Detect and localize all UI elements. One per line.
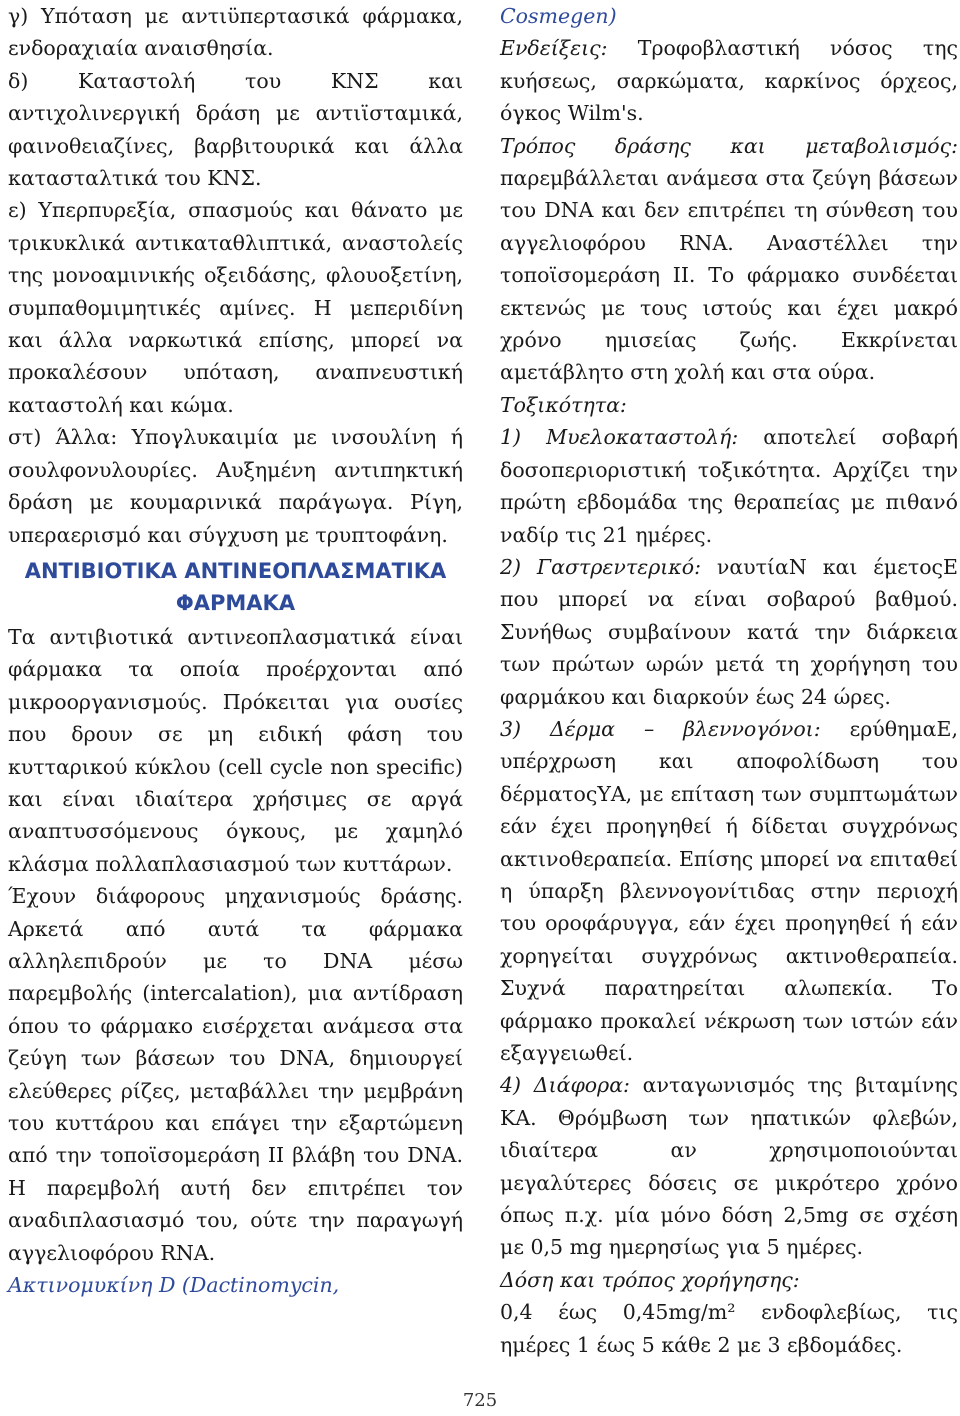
drug-title: Ακτινομυκίνη D (Dactinomycin, [8, 1273, 340, 1298]
toxicity-4-label: 4) Διάφορα: [500, 1073, 630, 1098]
indications-label: Ενδείξεις: [500, 36, 608, 61]
paragraph-stigma: στ) Άλλα: Υπογλυκαιμία με ινσουλίνη ή σουλφονυλουρίες. Αυξημένη αντιπηκτική δράση με κουμαρινικά παράγωγα. Ρίγη, υπεραερισμό και σύγχυση με τρυπτοφάνη. [8, 425, 463, 547]
left-column [8, 0, 463, 1301]
toxicity-2-label: 2) Γαστρεντερικό: [500, 554, 701, 579]
toxicity-2-text: ναυτίαΝ και έμετοςΕ που μπορεί να είναι σοβαρού βαθμού. Συνήθως συμβαίνουν κατά την διάρκεια των πρώτων ωρών μετά τη χορήγηση του φαρμάκου και διαρκούν έως 24 ώρες. [500, 554, 958, 709]
mechanism-label: Τρόπος δράσης και μεταβολισμός: [500, 133, 958, 158]
paragraph-epsilon: ε) Υπερπυρεξία, σπασμούς και θάνατο με τρικυκλικά αντικαταθλιπτικά, αναστολείς της μονοαμινικής οξειδάσης, φλουοξετίνη, συμπαθομιμητικές αμίνες. Η μεπεριδίνη και άλλα ναρκωτικά επίσης, μπορεί να προκαλέσουν υπόταση, αναπνευστική καταστολή και κώμα. [8, 198, 463, 417]
paragraph-intro: Τα αντιβιοτικά αντινεοπλασματικά είναι φάρμακα τα οποία προέρχονται από μικροοργανισμούς. Πρόκειται για ουσίες που δρουν σε μη ειδική φάση του κυτταρικού κύκλου (cell cycle non specific) και είναι ιδιαίτερα χρήσιμες σε αργά αναπτυσσόμενους όγκους, με χαμηλό κλάσμα πολλαπλασιασμού των κυττάρων. [8, 624, 463, 876]
toxicity-3-text: ερύθημαΕ, υπέρχρωση και αποφολίδωση του δέρματοςΥΑ, με επίταση των συμπτωμάτων εάν έχει προηγηθεί ή δίδεται συγχρόνως ακτινοθεραπεία. Επίσης μπορεί να επιταθεί η ύπαρξη βλεννογονίτιδας στην περιοχή του οροφάρυγγα, εάν έχει προηγηθεί ή εάν χορηγείται συγχρόνως ακτινοθεραπεία. Συχνά παρατηρείται αλωπεκία. Το φάρμακο προκαλεί νέκρωση των ιστών εάν εξαγγειωθεί. [500, 716, 958, 1065]
dose-text: 0,4 έως 0,45mg/m² ενδοφλεβίως, τις ημέρες 1 έως 5 κάθε 2 με 3 εβδομάδες. [500, 1300, 958, 1357]
toxicity-label: Τοξικότητα: [500, 392, 627, 417]
drug-title-continued: Cosmegen) [500, 4, 617, 28]
page-number: 725 [462, 1390, 498, 1411]
section-heading: ΑΝΤΙΒΙΟΤΙΚΑ ΑΝΤΙΝΕΟΠΛΑΣΜΑΤΙΚΑ ΦΑΡΜΑΚΑ [24, 558, 447, 615]
toxicity-2 [500, 551, 958, 713]
toxicity-4-text: ανταγωνισμός της βιταμίνης ΚΑ. Θρόμβωση των ηπατικών φλεβών, ιδιαίτερα αν χρησιμοποιούνται μεγαλύτερες δόσεις σε μικρότερο χρόνο όπως π.χ. μία μόνο δόση 2,5mg σε σχέση με 0,5 mg ημερησίως για 5 ημέρες. [500, 1073, 958, 1260]
mechanism-text: παρεμβάλλεται ανάμεσα στα ζεύγη βάσεων του DNA και δεν επιτρέπει τη σύνθεση του αγγελιοφόρου RNA. Αναστέλλει την τοποϊσομεράση II. Το φάρμακο συνδέεται εκτενώς με τους ιστούς και έχει μακρό χρόνο ημισείας ζωής. Εκκρίνεται αμετάβλητο στη χολή και στα ούρα. [500, 166, 958, 385]
toxicity-1-text: αποτελεί σοβαρή δοσοπεριοριστική τοξικότητα. Αρχίζει την πρώτη εβδομάδα της θεραπείας με πιθανό ναδίρ τις 21 ημέρες. [500, 425, 958, 547]
toxicity-4 [500, 1069, 958, 1263]
mechanism-paragraph [500, 130, 958, 389]
paragraph-delta: δ) Καταστολή του ΚΝΣ και αντιχολινεργική δράση με αντιϊσταμικά, φαινοθειαζίνες, βαρβιτουρικά και άλλα κατασταλτικά του ΚΝΣ. [8, 68, 463, 191]
toxicity-1 [500, 421, 958, 551]
paragraph-mechanism: Έχουν διάφορους μηχανισμούς δράσης. Αρκετά από αυτά τα φάρμακα αλληλεπιδρούν με το DNA μέσω παρεμβολής (intercalation), μια αντίδραση όπου το φάρμακο εισέρχεται ανάμεσα στα ζεύγη των βάσεων του DNA, δημιουργεί ελεύθερες ρίζες, μεταβάλλει την μεμβράνη του κυττάρου και επάγει την εξαρτώμενη από την τοποϊσομεράση II βλάβη του DNA. Η παρεμβολή αυτή δεν επιτρέπει τον αναδιπλασιασμό του, ούτε την παραγωγή αγγελιοφόρου RNA. [8, 884, 463, 1265]
indications-text: Τροφοβλαστική νόσος της κυήσεως, σαρκώματα, καρκίνος όρχεος, όγκος Wilm's. [500, 36, 958, 126]
right-column [500, 0, 958, 1361]
paragraph-gamma: γ) Υπόταση με αντιϋπερτασικά φάρμακα, ενδοραχιαία αναισθησία. [8, 4, 463, 61]
toxicity-3-label: 3) Δέρμα – βλεννογόνοι: [500, 716, 821, 741]
toxicity-3 [500, 713, 958, 1069]
dose-label: Δόση και τρόπος χορήγησης: [500, 1267, 800, 1292]
toxicity-1-label: 1) Μυελοκαταστολή: [500, 425, 739, 450]
indications-paragraph [500, 32, 958, 129]
